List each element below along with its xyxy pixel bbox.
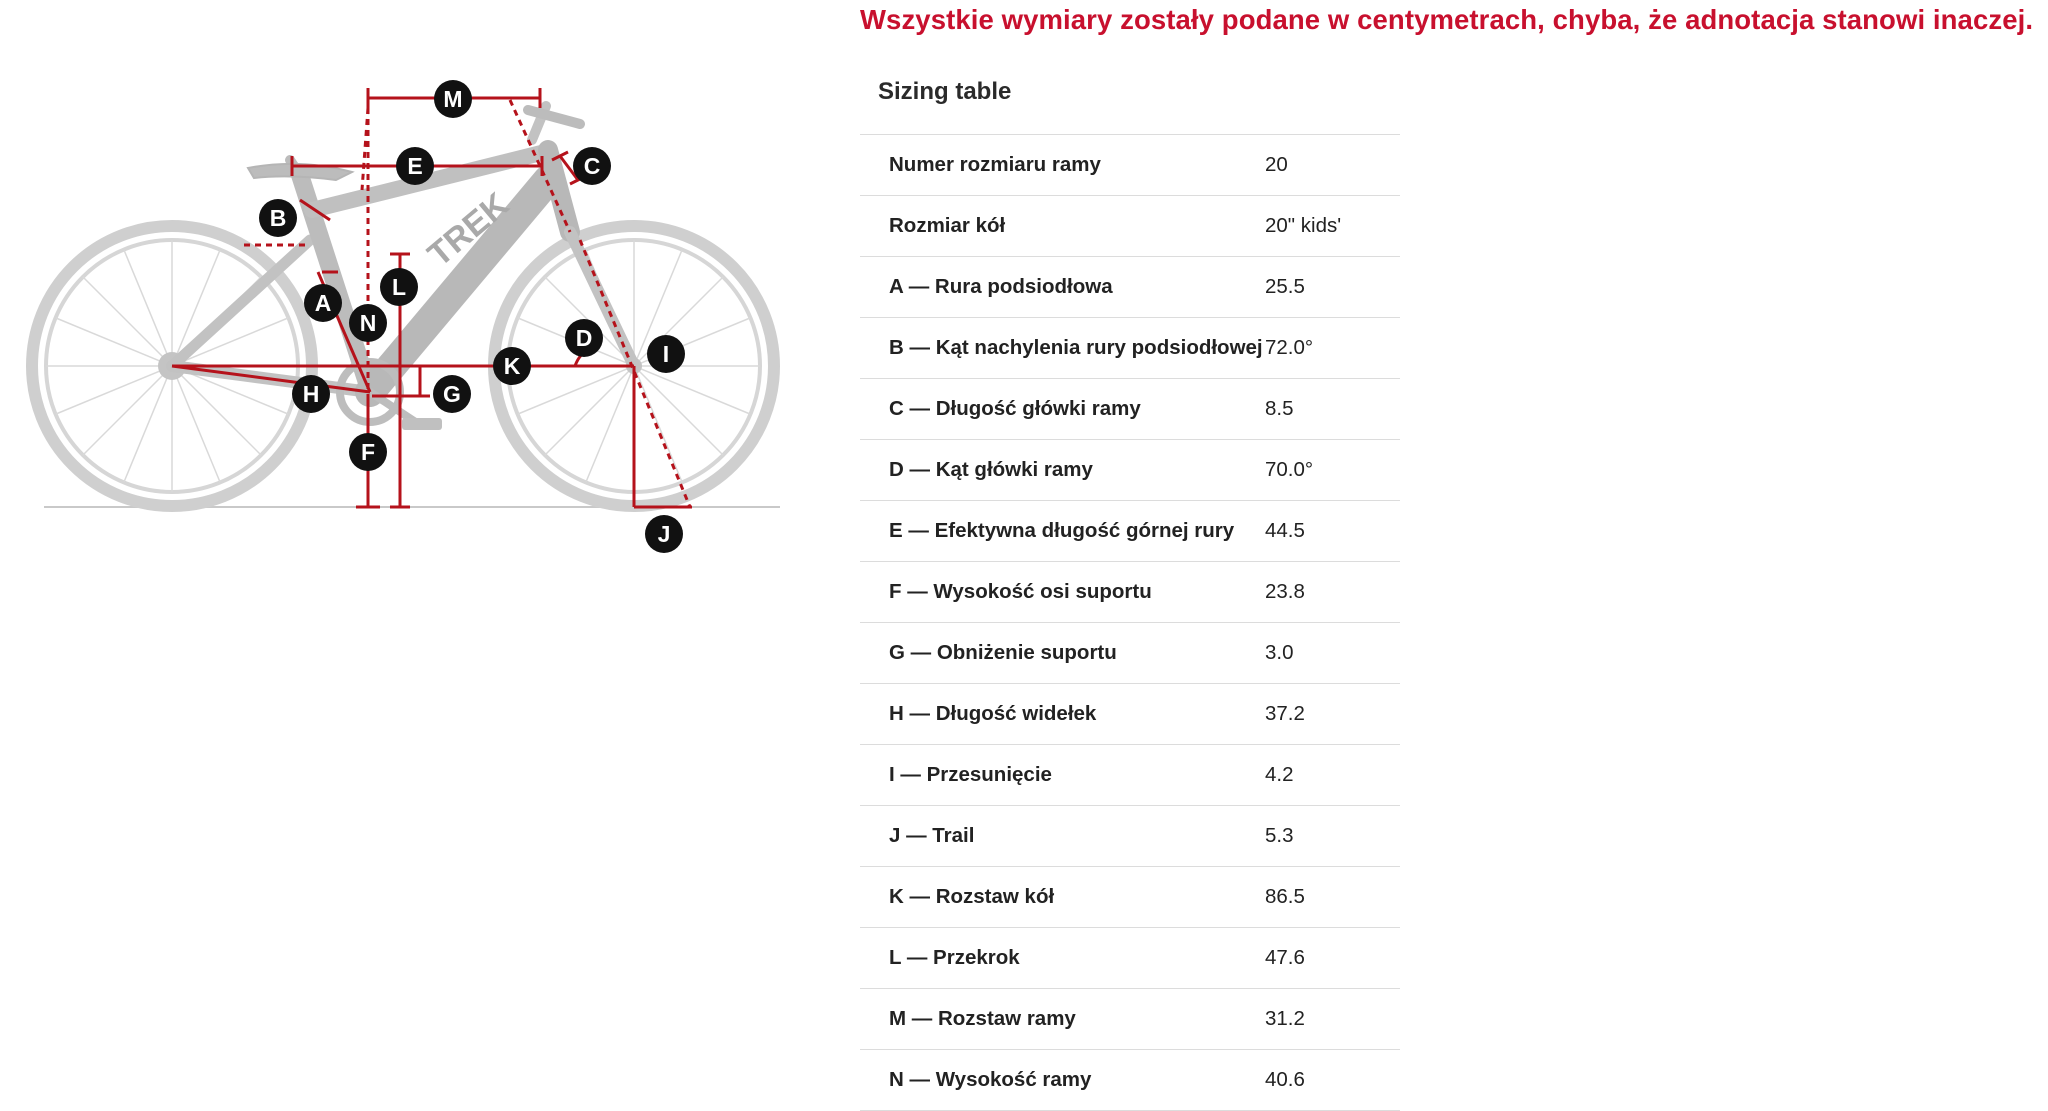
row-label: B — Kąt nachylenia rury podsiodłowej — [889, 336, 1263, 359]
table-row — [860, 196, 1400, 257]
table-row — [860, 562, 1400, 623]
table-row — [860, 928, 1400, 989]
row-label: F — Wysokość osi suportu — [889, 580, 1152, 603]
row-label: M — Rozstaw ramy — [889, 1007, 1076, 1030]
row-label: L — Przekrok — [889, 946, 1020, 969]
marker-m — [434, 80, 472, 118]
marker-f — [349, 433, 387, 471]
row-label: I — Przesunięcie — [889, 763, 1052, 786]
svg-text:G: G — [443, 381, 461, 407]
svg-text:F: F — [360, 439, 376, 465]
marker-a — [304, 284, 342, 322]
table-row — [860, 257, 1400, 318]
row-value: 20" kids' — [1265, 214, 1342, 237]
row-label: A — Rura podsiodłowa — [889, 275, 1113, 298]
row-value: 25.5 — [1265, 275, 1305, 298]
marker-i — [647, 335, 685, 373]
svg-text:K: K — [503, 353, 521, 379]
row-value: 20 — [1265, 153, 1288, 176]
svg-text:B: B — [269, 205, 287, 231]
svg-text:A: A — [314, 290, 332, 316]
marker-l — [380, 268, 418, 306]
row-value: 3.0 — [1265, 641, 1294, 664]
marker-g — [433, 375, 471, 413]
table-row — [860, 379, 1400, 440]
table-row — [860, 440, 1400, 501]
brand-logo: TREK — [420, 185, 517, 275]
table-row — [860, 684, 1400, 745]
row-value: 72.0° — [1265, 336, 1314, 359]
svg-text:E: E — [407, 153, 423, 179]
svg-text:M: M — [443, 86, 463, 112]
units-notice: Wszystkie wymiary zostały podane w centymetrach, chyba, że adnotacja stanowi inaczej. — [860, 4, 2034, 35]
row-label: J — Trail — [889, 824, 975, 847]
table-row — [860, 989, 1400, 1050]
svg-text:C: C — [583, 153, 601, 179]
svg-text:H: H — [302, 381, 320, 407]
svg-text:D: D — [575, 325, 593, 351]
row-value: 5.3 — [1265, 824, 1294, 847]
table-row — [860, 1050, 1400, 1111]
row-label: C — Długość główki ramy — [889, 397, 1141, 420]
svg-text:L: L — [391, 274, 407, 300]
row-label: G — Obniżenie suportu — [889, 641, 1117, 664]
marker-n — [349, 304, 387, 342]
table-row — [860, 501, 1400, 562]
marker-e — [396, 147, 434, 185]
row-value: 31.2 — [1265, 1007, 1305, 1030]
table-row — [860, 806, 1400, 867]
table-row — [860, 867, 1400, 928]
marker-d — [565, 319, 603, 357]
marker-k — [493, 347, 531, 385]
svg-text:I: I — [662, 341, 670, 367]
row-value: 86.5 — [1265, 885, 1305, 908]
svg-text:J: J — [657, 521, 671, 547]
row-label: H — Długość widełek — [889, 702, 1097, 725]
row-label: N — Wysokość ramy — [889, 1068, 1092, 1091]
table-row — [860, 745, 1400, 806]
row-value: 23.8 — [1265, 580, 1305, 603]
marker-j — [645, 515, 683, 553]
marker-c — [573, 147, 611, 185]
row-value: 8.5 — [1265, 397, 1294, 420]
row-label: D — Kąt główki ramy — [889, 458, 1093, 481]
table-row — [860, 135, 1400, 196]
row-label: E — Efektywna długość górnej rury — [889, 519, 1235, 542]
sizing-table — [860, 134, 1400, 1111]
bike-geometry-diagram — [0, 0, 820, 600]
sizing-table-title: Sizing table — [878, 78, 1012, 105]
row-value: 47.6 — [1265, 946, 1305, 969]
marker-h — [292, 375, 330, 413]
row-label: Numer rozmiaru ramy — [889, 153, 1101, 176]
row-value: 44.5 — [1265, 519, 1305, 542]
table-row — [860, 318, 1400, 379]
row-value: 70.0° — [1265, 458, 1314, 481]
table-row — [860, 623, 1400, 684]
row-label: K — Rozstaw kół — [889, 885, 1055, 908]
svg-text:N: N — [359, 310, 377, 336]
row-label: Rozmiar kół — [889, 214, 1006, 237]
marker-b — [259, 199, 297, 237]
row-value: 4.2 — [1265, 763, 1294, 786]
row-value: 40.6 — [1265, 1068, 1305, 1091]
row-value: 37.2 — [1265, 702, 1305, 725]
